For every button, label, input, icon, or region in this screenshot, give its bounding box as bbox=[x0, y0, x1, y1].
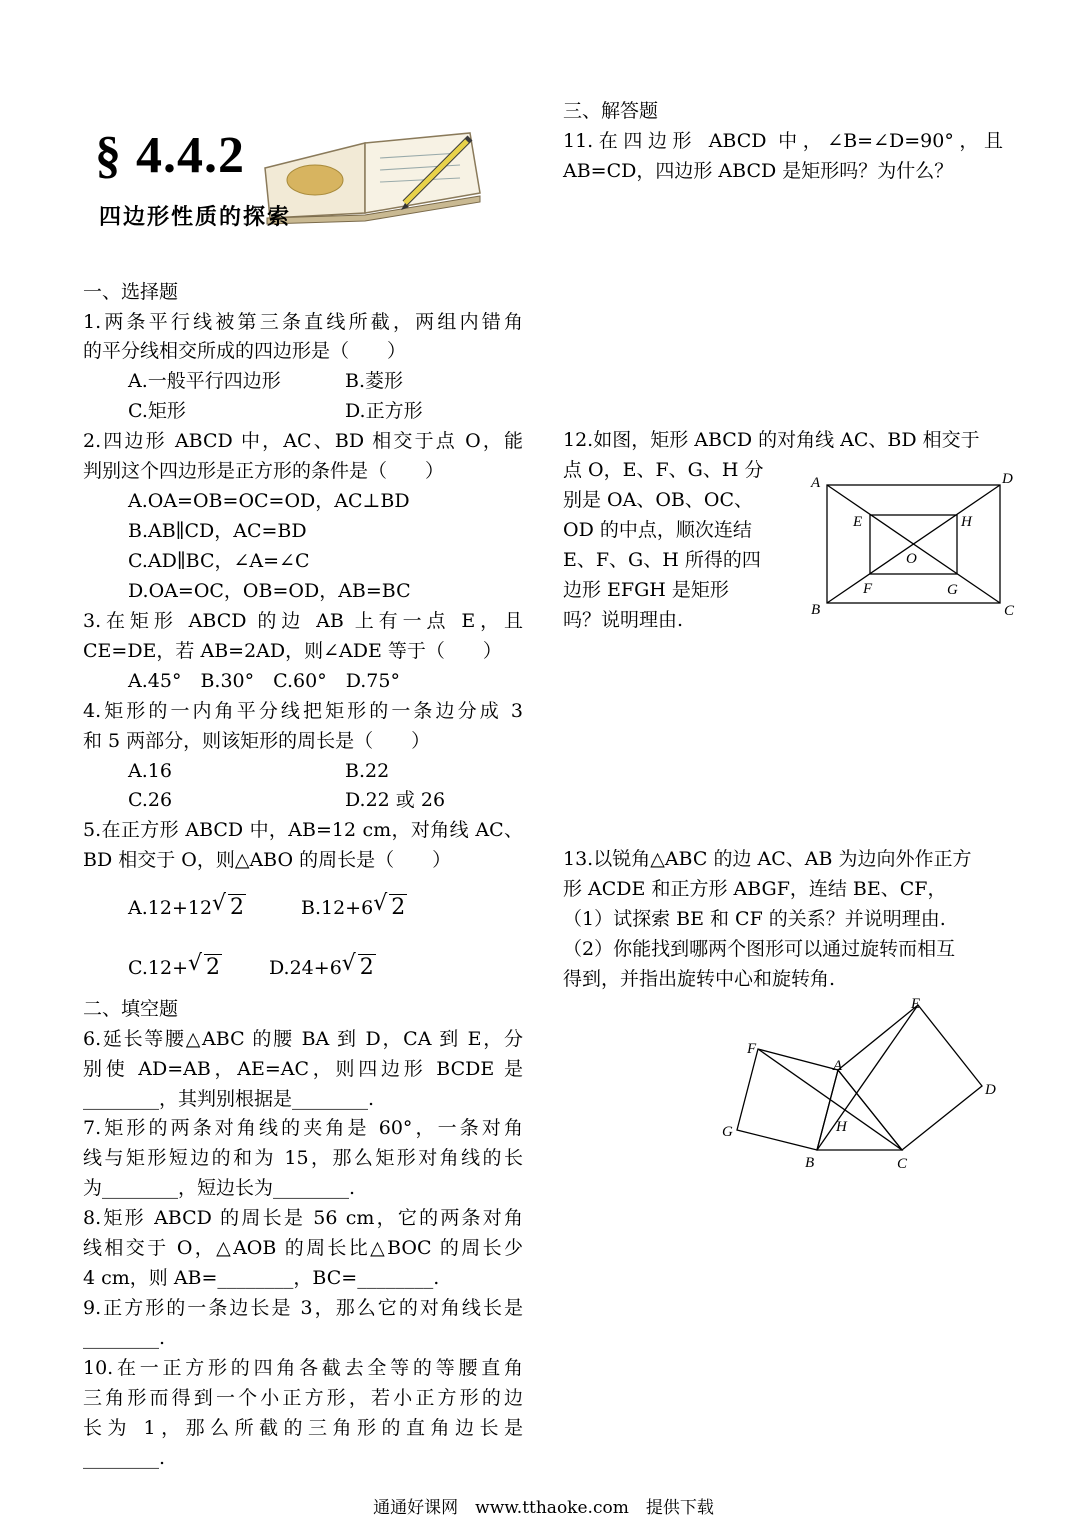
q13-line2: 形 ACDE 和正方形 ABGF，连结 BE、CF， bbox=[563, 878, 947, 900]
q4-option-d: D.22 或 26 bbox=[345, 789, 446, 811]
sqrt-symbol: √ 2 bbox=[188, 951, 220, 980]
label-c: C bbox=[1004, 603, 1015, 619]
segment-cf bbox=[758, 1049, 902, 1150]
part3-heading: 三、解答题 bbox=[563, 100, 659, 122]
q1-option-d: D.正方形 bbox=[345, 400, 423, 422]
q12-line4: OD 的中点，顺次连结 bbox=[563, 519, 752, 541]
page-footer: 通通好课网 www.tthaoke.com 提供下载 bbox=[373, 1498, 714, 1518]
section-number: § 4.4.2 bbox=[95, 127, 245, 184]
radicand: 2 bbox=[359, 955, 374, 980]
q5-line1: 5.在正方形 ABCD 中，AB=12 cm，对角线 AC、 bbox=[83, 819, 523, 841]
label-a: A bbox=[833, 1058, 843, 1074]
label-b: B bbox=[811, 602, 821, 618]
q5-option-d-text: D.24+6 bbox=[269, 957, 342, 979]
q5-option-a-text: A.12+12 bbox=[128, 897, 213, 919]
q2-option-d: D.OA=OC，OB=OD，AB=BC bbox=[128, 580, 411, 602]
square-abgf bbox=[737, 1049, 838, 1150]
q4-option-c: C.26 bbox=[128, 789, 173, 811]
q12-line7: 吗？说明理由. bbox=[563, 609, 684, 631]
q9-line2: ________. bbox=[83, 1327, 166, 1349]
q3-line2: CE=DE，若 AB=2AD，则∠ADE 等于（ ） bbox=[83, 640, 502, 662]
section-title-block bbox=[95, 118, 490, 238]
q4-option-b: B.22 bbox=[345, 760, 390, 782]
q1-option-c: C.矩形 bbox=[128, 400, 186, 422]
q4-line1: 4.矩形的一内角平分线把矩形的一条边分成 3 bbox=[83, 700, 523, 722]
q6-line3: ________，其判别根据是________. bbox=[83, 1088, 375, 1110]
q5-option-d bbox=[269, 951, 376, 980]
triangle-abc bbox=[817, 1070, 902, 1150]
q2-option-b: B.AB∥CD，AC=BD bbox=[128, 520, 307, 542]
q3-options: A.45° B.30° C.60° D.75° bbox=[128, 670, 400, 692]
q5-option-c-text: C.12+ bbox=[128, 957, 188, 979]
q6-line2: 别使 AD=AB，AE=AC，则四边形 BCDE 是 bbox=[83, 1058, 523, 1080]
q1-line1: 1.两条平行线被第三条直线所截，两组内错角 bbox=[83, 311, 523, 333]
q5-option-b bbox=[301, 891, 407, 920]
q13-line5: 得到，并指出旋转中心和旋转角. bbox=[563, 968, 836, 990]
label-c: C bbox=[897, 1156, 908, 1172]
q9-line1: 9.正方形的一条边长是 3，那么它的对角线长是 bbox=[83, 1297, 523, 1319]
label-f: F bbox=[747, 1041, 757, 1057]
q2-line1: 2.四边形 ABCD 中，AC、BD 相交于点 O，能 bbox=[83, 430, 523, 452]
q10-line2: 三角形而得到一个小正方形，若小正方形的边 bbox=[83, 1387, 523, 1409]
q8-line3: 4 cm，则 AB=________，BC=________. bbox=[83, 1267, 440, 1289]
sqrt-symbol: √ 2 bbox=[341, 951, 374, 980]
section-subtitle: 四边形性质的探索 bbox=[99, 205, 292, 230]
q3-line1: 3.在矩形 ABCD 的边 AB 上有一点 E，且 bbox=[83, 610, 523, 632]
q13-line3: （1）试探索 BE 和 CF 的关系？并说明理由. bbox=[563, 908, 946, 930]
q8-line2: 线相交于 O，△AOB 的周长比△BOC 的周长少 bbox=[83, 1237, 523, 1259]
q10-line4: ________. bbox=[83, 1447, 166, 1469]
label-d: D bbox=[1002, 471, 1013, 487]
q11-line2: AB=CD，四边形 ABCD 是矩形吗？为什么？ bbox=[563, 160, 954, 182]
q1-option-a: A.一般平行四边形 bbox=[128, 370, 281, 392]
radicand: 2 bbox=[230, 895, 245, 920]
sqrt-symbol: √ 2 bbox=[373, 891, 406, 920]
q7-line2: 线与矩形短边的和为 15，那么矩形对角线的长 bbox=[83, 1147, 523, 1169]
square-acde bbox=[838, 1005, 982, 1150]
segment-be bbox=[817, 1005, 918, 1150]
q6-line1: 6.延长等腰△ABC 的腰 BA 到 D，CA 到 E，分 bbox=[83, 1028, 523, 1050]
label-a: A bbox=[811, 475, 821, 491]
q12-line5: E、F、G、H 所得的四 bbox=[563, 549, 761, 571]
q4-line2: 和 5 两部分，则该矩形的周长是（ ） bbox=[83, 730, 431, 752]
radicand: 2 bbox=[391, 895, 406, 920]
q12-rectangle-diagram bbox=[805, 470, 1020, 620]
label-h: H bbox=[836, 1119, 847, 1135]
part2-heading: 二、填空题 bbox=[83, 998, 179, 1020]
q13-line4: （2）你能找到哪两个图形可以通过旋转而相互 bbox=[563, 938, 956, 960]
q4-option-a: A.16 bbox=[128, 760, 172, 782]
label-o: O bbox=[906, 551, 917, 567]
q5-option-b-text: B.12+6 bbox=[301, 897, 374, 919]
q2-line2: 判别这个四边形是正方形的条件是（ ） bbox=[83, 460, 445, 482]
q13-line1: 13.以锐角△ABC 的边 AC、AB 为边向外作正方 bbox=[563, 848, 972, 870]
q11-line1: 11.在四边形 ABCD 中，∠B=∠D=90°，且 bbox=[563, 130, 1003, 152]
label-g: G bbox=[947, 582, 958, 598]
q5-line2: BD 相交于 O，则△ABO 的周长是（ ） bbox=[83, 849, 452, 871]
q13-squares-diagram bbox=[715, 990, 1005, 1180]
label-g: G bbox=[722, 1124, 733, 1140]
sqrt-symbol: √ 2 bbox=[212, 891, 245, 920]
label-e: E bbox=[853, 514, 863, 530]
label-h: H bbox=[961, 514, 972, 530]
label-f: F bbox=[863, 581, 873, 597]
q2-option-a: A.OA=OB=OC=OD，AC⊥BD bbox=[128, 490, 410, 512]
part1-heading: 一、选择题 bbox=[83, 281, 179, 303]
q5-option-c bbox=[83, 951, 222, 980]
q8-line1: 8.矩形 ABCD 的周长是 56 cm，它的两条对角 bbox=[83, 1207, 523, 1229]
q12-line2: 点 O，E、F、G、H 分 bbox=[563, 459, 764, 481]
label-b: B bbox=[805, 1155, 815, 1171]
q5-option-a bbox=[83, 891, 246, 920]
q2-option-c: C.AD∥BC，∠A=∠C bbox=[128, 550, 310, 572]
q12-line1: 12.如图，矩形 ABCD 的对角线 AC、BD 相交于 bbox=[563, 429, 980, 451]
q10-line1: 10.在一正方形的四角各截去全等的等腰直角 bbox=[83, 1357, 523, 1379]
label-e: E bbox=[911, 996, 921, 1012]
q7-line1: 7.矩形的两条对角线的夹角是 60°，一条对角 bbox=[83, 1117, 523, 1139]
label-d: D bbox=[985, 1082, 996, 1098]
q1-line2: 的平分线相交所成的四边形是（ ） bbox=[83, 340, 407, 362]
radicand: 2 bbox=[206, 955, 220, 980]
q1-option-b: B.菱形 bbox=[345, 370, 404, 392]
q10-line3: 长为 1，那么所截的三角形的直角边长是 bbox=[83, 1417, 523, 1439]
q7-line3: 为________，短边长为________. bbox=[83, 1177, 356, 1199]
q12-line6: 边形 EFGH 是矩形 bbox=[563, 579, 729, 601]
q12-line3: 别是 OA、OB、OC、 bbox=[563, 489, 753, 511]
